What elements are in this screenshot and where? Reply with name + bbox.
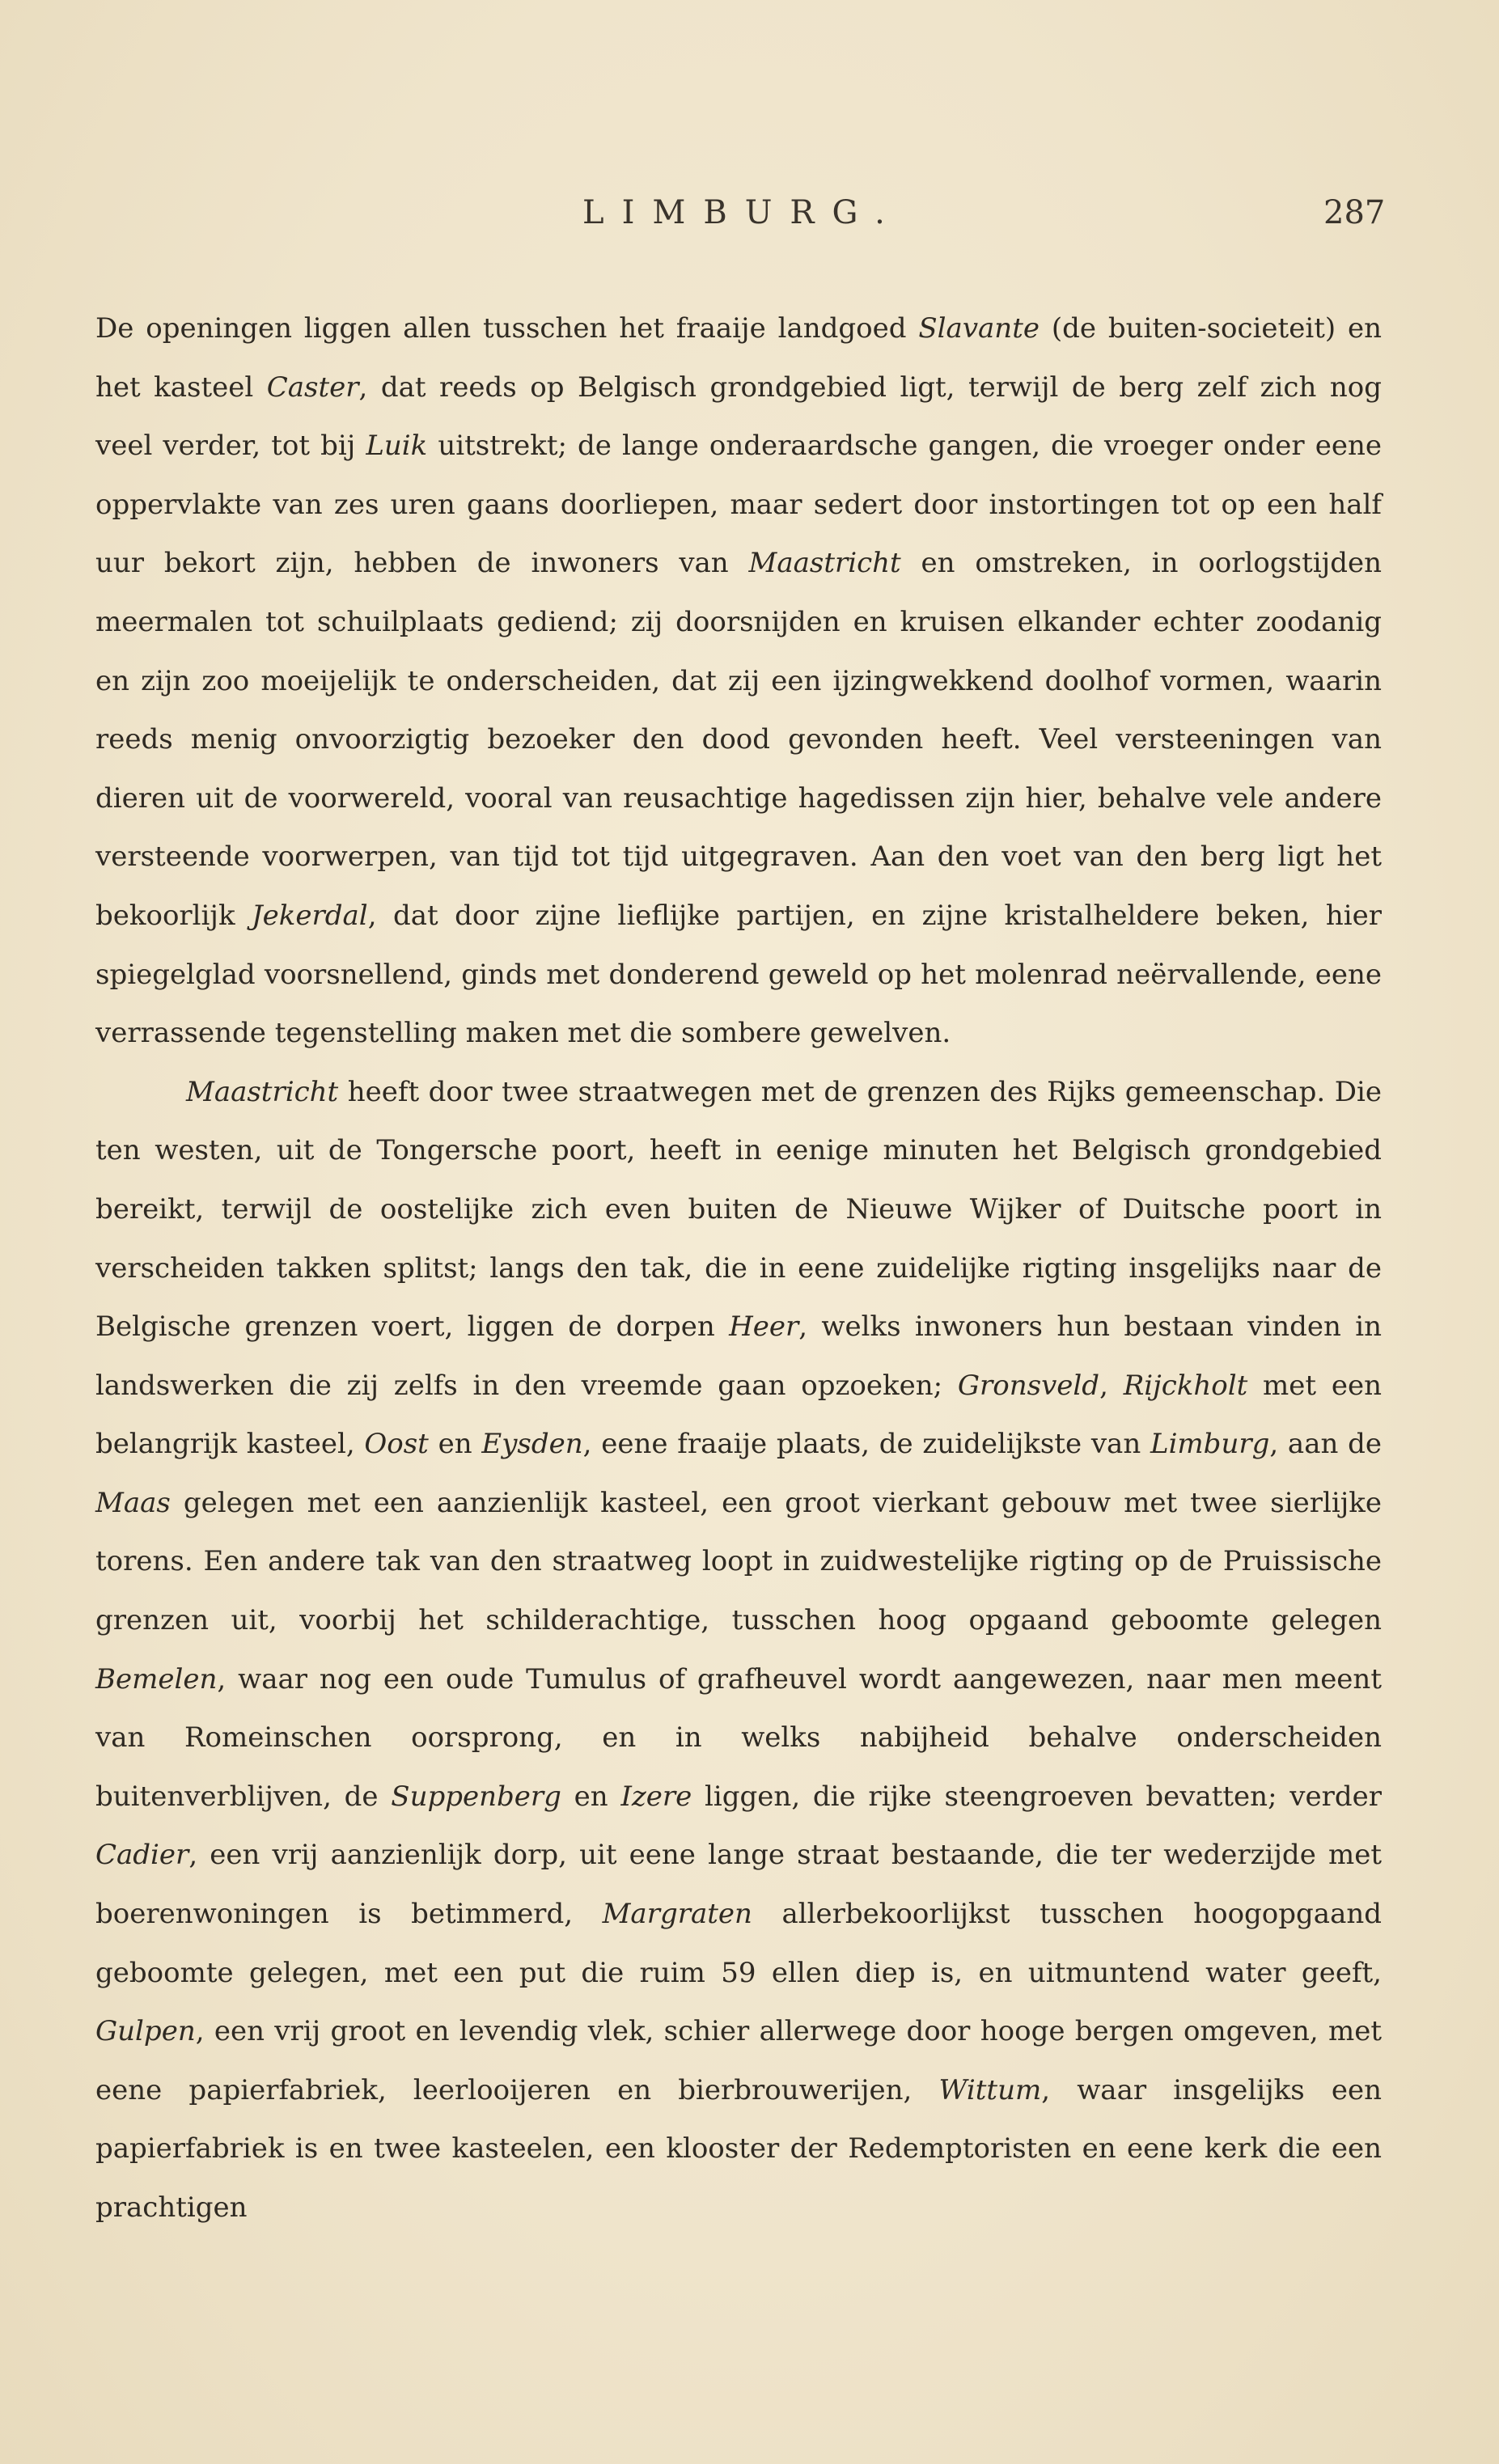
running-title: LIMBURG. <box>582 194 903 231</box>
text-segment: , een vrij groot en levendig vlek, schier allerwege door hooge bergen omgeven, met eene papierfabriek, leerlooijeren en bierbrouwerijen, <box>95 2015 1382 2106</box>
text-segment-italic: Maastricht <box>186 1075 339 1108</box>
text-segment-italic: Cadier <box>95 1839 189 1872</box>
text-segment: heeft door twee straatwegen met de grenzen des Rijks gemeenschap. Die ten westen, uit de Tongersche poort, heeft in eenige minuten het Belgisch grondgebied bereikt, terwijl de oostelijke zich even buiten de Nieuwe Wijker of Duitsche poort in verscheiden takken splitst; langs den tak, die in eene zuidelijke rigting insgelijks naar de Belgische grenzen voert, liggen de dorpen <box>95 1075 1382 1344</box>
text-segment-italic: Izere <box>620 1780 692 1813</box>
text-segment: , dat reeds op Belgisch grondgebied ligt, terwijl de berg zelf zich nog veel verder, tot bij <box>95 370 1382 463</box>
text-segment: , eene fraaije plaats, de zuidelijkste van <box>582 1428 1150 1461</box>
text-segment: en omstreken, in oorlogstijden meermalen tot schuilplaats gediend; zij doorsnijden en kruisen elkander echter zoodanig en zijn zoo moeijelijk te onderscheiden, dat zij een ijzingwekkend doolhof vormen, waarin reeds menig onvoorzigtig bezoeker den dood gevonden heeft. Veel versteeningen van dieren uit de voorwereld, vooral van reusachtige hagedissen zijn hier, behalve vele andere versteende voorwerpen, van tijd tot tijd uitgegraven. Aan den voet van den berg ligt het bekoorlijk <box>95 547 1382 932</box>
text-segment-italic: Eysden <box>481 1428 583 1461</box>
text-segment: allerbekoorlijkst tusschen hoogopgaand geboomte gelegen, met een put die ruim 59 ellen diep is, en uitmuntend water geeft, <box>95 1898 1382 1989</box>
text-segment: , aan de <box>1269 1428 1382 1461</box>
text-segment: liggen, die rijke steengroeven bevatten; verder <box>692 1780 1382 1813</box>
text-segment: en <box>428 1428 482 1461</box>
text-segment: en <box>561 1780 621 1813</box>
text-segment: De openingen liggen allen tusschen het fraaije landgoed <box>95 312 919 345</box>
text-segment: (de buiten-societeit) en het kasteel <box>95 312 1383 404</box>
text-segment-italic: Heer <box>729 1310 799 1344</box>
text-segment: met een belangrijk kasteel, <box>95 1369 1383 1461</box>
text-segment-italic: Gulpen <box>95 2015 196 2048</box>
text-segment-italic: Maas <box>95 1486 171 1519</box>
text-segment-italic: Wittum <box>938 2073 1042 2106</box>
text-segment-italic: Luik <box>366 430 428 463</box>
text-segment-italic: Caster <box>266 370 359 404</box>
text-segment-italic: Suppenberg <box>391 1780 561 1813</box>
text-segment: gelegen met een aanzienlijk kasteel, een groot vierkant gebouw met twee sierlijke torens. Een andere tak van den straatweg loopt in zuidwestelijke rigting op de Pruissische grenzen uit, voorbij het schilderachtige, tusschen hoog opgaand geboomte gelegen <box>95 1486 1382 1637</box>
text-segment-italic: Maastricht <box>748 547 901 580</box>
text-segment-italic: Gronsveld <box>957 1369 1100 1402</box>
text-segment-italic: Jekerdal <box>252 899 368 932</box>
text-segment-italic: Bemelen <box>95 1662 218 1696</box>
text-segment: uitstrekt; de lange onderaardsche gangen, die vroeger onder eene oppervlakte van zes uren gaans doorliepen, maar sedert door instortingen tot op een half uur bekort zijn, hebben de inwoners van <box>95 430 1382 580</box>
text-segment: , waar insgelijks een papierfabriek is en twee kasteelen, een klooster der Redemptoristen en eene kerk die een prachtigen <box>95 2073 1382 2224</box>
body-text <box>95 299 1382 2237</box>
paragraph-2 <box>95 1063 1382 2237</box>
text-segment: , een vrij aanzienlijk dorp, uit eene lange straat bestaande, die ter wederzijde met boerenwoningen is betimmerd, <box>95 1839 1382 1931</box>
text-segment-italic: Oost <box>364 1428 429 1461</box>
text-segment: , waar nog een oude Tumulus of grafheuvel wordt aangewezen, naar men meent van Romeinschen oorsprong, en in welks nabijheid behalve onderscheiden buitenverblijven, de <box>95 1662 1382 1813</box>
paragraph-1 <box>95 299 1382 1063</box>
text-segment: , <box>1099 1369 1124 1402</box>
text-segment-italic: Limburg <box>1150 1428 1270 1461</box>
text-segment: , welks inwoners hun bestaan vinden in landswerken die zij zelfs in den vreemde gaan opzoeken; <box>95 1310 1383 1402</box>
text-segment-italic: Margraten <box>602 1898 752 1931</box>
page-number: 287 <box>1323 194 1386 231</box>
page-header <box>0 194 1499 243</box>
text-segment-italic: Rijckholt <box>1123 1369 1248 1402</box>
text-segment-italic: Slavante <box>918 312 1040 345</box>
text-segment: , dat door zijne lieflijke partijen, en zijne kristalheldere beken, hier spiegelglad voorsnellend, ginds met donderend geweld op het molenrad neërvallende, eene verrassende tegenstelling maken met die sombere gewelven. <box>95 899 1382 1050</box>
